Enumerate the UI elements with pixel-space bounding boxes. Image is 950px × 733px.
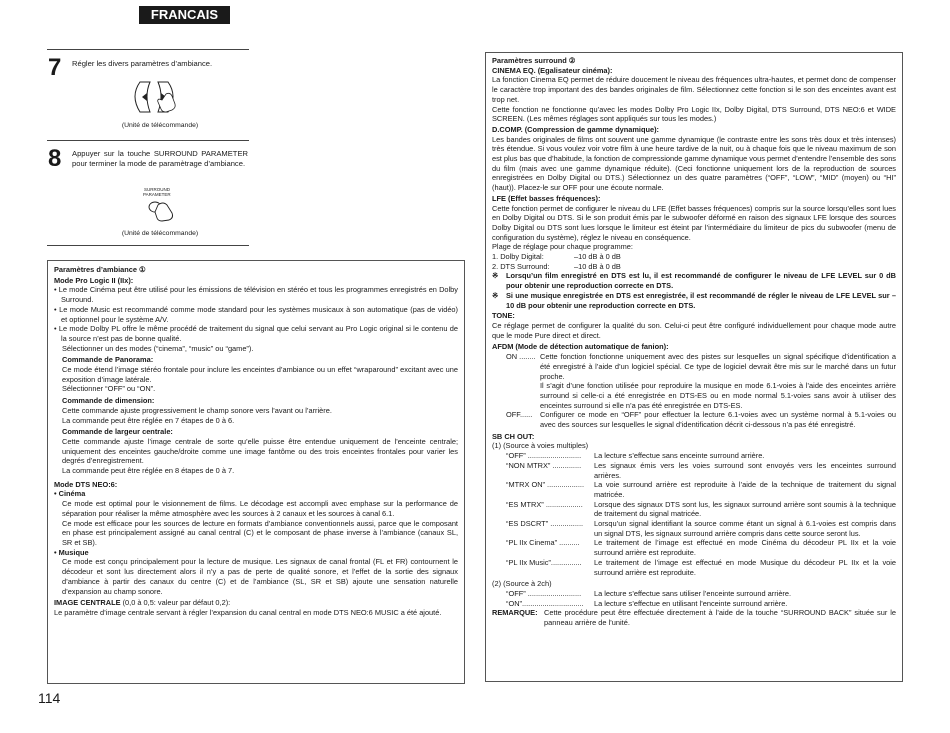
subsection-title: Commande de largeur centrale:: [62, 427, 173, 437]
subsection-title: Mode DTS NEO:6:: [54, 479, 118, 489]
remark-text: Cette procédure peut être effectuée directement à l’aide de la touche “SURROUND BACK” située sur le panneau arrière de l’unité.: [544, 608, 896, 628]
option-row: [492, 451, 896, 461]
option-key: “ON”..............................: [506, 598, 584, 608]
option-key: “ES DSCRT” ................: [506, 519, 584, 529]
option-value: La lecture s’effectue en utilisant l’enceinte surround arrière.: [594, 598, 788, 608]
bullet-item: • Le mode Dolby PL offre le même procédé de traitement du signal que celui servant au Pro Logic original si le contenu de la source n’est pas de bonne qualité.: [54, 324, 458, 343]
option-key: “OFF” ..........................: [506, 588, 582, 598]
remark-row: [492, 608, 896, 627]
option-key: “MTRX ON” ..................: [506, 480, 585, 490]
paragraph: Sélectionner un des modes (“cinema”, “music” ou “game”).: [62, 343, 254, 353]
option-row: [492, 599, 896, 609]
subsection-title: LFE (Effet basses fréquences):: [492, 193, 601, 203]
afdm-row: [492, 410, 896, 429]
paragraph: La commande peut être réglée en 8 étapes de 0 à 7.: [62, 466, 235, 476]
option-value: Le traitement de l’image est effectué en mode Musique du décodeur PL IIx et la voie surround arrière est reproduite.: [594, 557, 896, 577]
option-value: Lorsque des signaux DTS sont lus, les signaux surround arrière sont soumis à la technique de traitement du signal matricée.: [594, 499, 896, 519]
step-number: 7: [48, 54, 62, 81]
option-value: Le traitement de l’image est effectué en mode Cinéma du décodeur PL IIx et la voie surround arrière est reproduite.: [594, 538, 896, 558]
range-label: 1. Dolby Digital:: [492, 252, 544, 262]
subsection-title: AFDM (Mode de détection automatique de fanion):: [492, 342, 669, 352]
option-key: “PL IIx Cinema” ..........: [506, 538, 580, 548]
bullet-item: • Le mode Cinéma peut être utilisé pour les émissions de télévision en stéréo et tous les programmes enregistrés en Dolby Surround.: [54, 285, 458, 305]
subsection-title: D.COMP. (Compression de gamme dynamique):: [492, 124, 660, 134]
subsection-title: Mode Pro Logic II (IIx):: [54, 275, 134, 285]
surround-parameters-box: [485, 52, 903, 682]
option-row: [492, 500, 896, 519]
afdm-key: ON ........: [506, 352, 536, 362]
option-row: [492, 461, 896, 480]
option-key: “NON MTRX” ..............: [506, 460, 582, 470]
range-row: [492, 252, 896, 262]
option-value: La lecture s’effectue sans utiliser l’enceinte surround arrière.: [594, 588, 792, 598]
bullet-item: • Le mode Music est recommandé comme mode standard pour les systèmes musicaux à son automatique (pas de vidéo) et optionnel pour le système A/V.: [54, 304, 458, 324]
paragraph: Ce mode est efficace pour les sources de lecture en formats d’ambiance conventionnels aussi, parce que le composant en phase est principalement assigné au canal central (C) et le composant de phase inverse à l’ambiance (canaux SL, SR et SB).: [62, 518, 458, 547]
option-value: Lorsqu’un signal identifiant la source comme étant un signal à 6.1-voies est compris dans un signal DTS, les signaux surround arrière compris dans cette source seront lus.: [594, 519, 896, 538]
step-text: Régler les divers paramètres d’ambiance.: [72, 59, 213, 68]
option-row: [492, 519, 896, 538]
note-row: [492, 291, 896, 310]
divider: [47, 49, 249, 50]
afdm-row: [492, 352, 896, 381]
option-value: La voie surround arrière est reproduite à l’aide de la technique de traitement du signal matricée.: [594, 480, 896, 499]
paragraph: Ce réglage permet de configurer la qualité du son. Celui-ci peut être configuré individuellement pour chaque mode autre que le mode Pure direct et direct.: [492, 320, 896, 340]
image-caption: (Unité de télécommande): [121, 122, 199, 129]
bullet-heading: • Cinéma: [54, 489, 86, 499]
afdm-row: [492, 381, 896, 410]
paragraph: Cette fonction permet de configurer le niveau du LFE (Effet basses fréquences) compris sur la source lorsqu’elles sont lues en Dolby Digital ou DTS. Si le son produit émis par le subwoofer déformé en raison des signaux LFE lorsque des sources Dolby Digital ou DTS sont lues lorsque le limiteur est éteint par l’intermédiaire du limiteur de pics du subwoofer (menu de configuration du système), réglez le niveau en conséquence.: [492, 203, 896, 242]
option-row: [492, 538, 896, 557]
note-mark: ※: [492, 271, 499, 281]
paragraph: Le paramètre d’image centrale servant à régler l’expansion du canal central en mode DTS NEO:6 MUSIC a été ajouté.: [54, 607, 442, 617]
note-text: Lorsqu’un film enregistré en DTS est lu, il est recommandé de configurer le niveau de LFE LEVEL sur 0 dB pour obtenir une reproduction correcte en DTS.: [506, 271, 896, 291]
paragraph: La fonction Cinema EQ permet de réduire doucement le niveau des fréquences ultra-hautes, et permet donc de compenser le caractère trop important des des bandes originales de film. Sélectionnez cette fonction si le son des enceintes avant est trop net.: [492, 75, 896, 104]
divider: [47, 245, 249, 246]
step-number: 8: [48, 145, 62, 172]
paragraph: (1) (Source à voies multiples): [492, 441, 589, 451]
subsection-title: TONE:: [492, 311, 515, 321]
section-title: Paramètres d’ambiance ①: [54, 265, 146, 274]
paragraph: Sélectionner “OFF” ou “ON”.: [62, 384, 156, 394]
remote-cursor-keys: [122, 76, 186, 118]
option-row: [492, 558, 896, 577]
subsection-title: SB CH OUT:: [492, 431, 535, 441]
option-row: [492, 589, 896, 599]
afdm-key: OFF......: [506, 410, 533, 420]
paragraph: Cette commande ajuste progressivement le champ sonore vers l’avant ou l’arrière.: [62, 405, 332, 415]
paragraph: (2) (Source à 2ch): [492, 579, 552, 589]
subsection-title: [54, 598, 458, 608]
range-value: –10 dB à 0 dB: [574, 252, 621, 262]
remote-left-right-icon: [122, 76, 186, 118]
section-title: Paramètres surround ②: [492, 56, 576, 65]
note-row: [492, 271, 896, 290]
option-value: La lecture s’effectue sans enceinte surround arrière.: [594, 451, 765, 461]
range-label: 2. DTS Surround:: [492, 261, 550, 271]
option-row: [492, 480, 896, 499]
afdm-value: Cette fonction fonctionne uniquement avec des pistes sur lesquelles un signal spécifique d’identification a été enregistré à l’aide d’un logiciel spécial. Ce type de logiciel devrait être mis sur le marché dans un futur proche.: [540, 352, 896, 381]
paragraph: Les bandes originales de films ont souvent une gamme dynamique (le contraste entre les sons très doux et très intenses) très étendue. Si vous voulez voir votre film à une heure tardive de la nuit, ou à chaque fois que le niveau maximum de son est plus bas que d’habitude, la fonction de compressionde gamme dynamique vous permet d’entendre l’ensemble des sons du film (mais avec une gamme dynamique réduite). (Ceci fonctionne uniquement lors de la reproduction de sources enregistrées en Dolby Digital ou DTS.) Sélectionnez un des quatre paramètres (“OFF”, “LOW”, “MID” (moyen) ou “HI” (haut)). Placez-le sur OFF pour une écoute normale.: [492, 134, 896, 193]
surround-parameter-button-illustration: [140, 183, 184, 223]
page-number: 114: [38, 690, 61, 706]
option-key: “PL IIx Music”...............: [506, 557, 582, 567]
image-centrale-range: (0,0 à 0,5: valeur par défaut 0,2):: [120, 598, 231, 608]
option-value: Les signaux émis vers les voies surround sont envoyés vers les enceintes surround arrières.: [594, 460, 896, 480]
range-row: [492, 262, 896, 272]
option-key: “OFF” ..........................: [506, 451, 582, 461]
bullet-heading: • Musique: [54, 547, 89, 557]
svg-text:SURROUND: SURROUND: [144, 187, 171, 192]
remote-button-press-icon: [140, 183, 184, 223]
image-caption: (Unité de télécommande): [121, 230, 199, 237]
note-text: Si une musique enregistrée en DTS est enregistrée, il est recommandé de régler le niveau de LFE LEVEL sur –10 dB pour obtenir une reproduction correcte en DTS.: [506, 290, 896, 310]
subsection-title: Commande de Panorama:: [62, 355, 154, 365]
subsection-title: Commande de dimension:: [62, 396, 155, 406]
range-value: –10 dB à 0 dB: [574, 261, 621, 271]
paragraph: Cette commande ajuste l’image centrale de sorte qu’elle puisse être entendue uniquement de l’enceinte centrale; uniquement des enceintes gauche/droite comme une image fantôme ou des trois enceintes frontales pour varier les degrés d’enregistrement.: [62, 436, 458, 466]
language-tab: FRANCAIS: [139, 6, 230, 24]
paragraph: Plage de réglage pour chaque programme:: [492, 242, 633, 252]
subsection-title: CINEMA EQ. (Egalisateur cinéma):: [492, 65, 613, 75]
afdm-value: Il s’agit d’une fonction utilisée pour reproduire la musique en mode 6.1-voies à l’aide des enceintes arrière surround si celle-ci a été enregistrée en DTS-ES ou en mode normal 5.1-voies sans avoir à utiliser des enceintes surround si elle n’a pas été enregistrée en DTS-ES.: [540, 381, 896, 410]
paragraph: La commande peut être réglée en 7 étapes de 0 à 6.: [62, 415, 235, 425]
paragraph: Ce mode étend l’image stéréo frontale pour inclure les enceintes d’ambiance ou un effet “wraparound” excitant avec une exposition d’image latérale.: [62, 365, 458, 384]
afdm-value: Configurer ce mode en “OFF” pour effectuer la lecture 6.1-voies avec un système normal à 5.1-voies ou avec des sources sur lesquelles le signal d’identification décrit ci-dessous n’a pas été enregistré.: [540, 410, 896, 430]
step-text: Appuyer sur la touche SURROUND PARAMETER pour terminer la mode de paramètrage d’ambiance.: [72, 149, 248, 168]
paragraph: Ce mode est optimal pour le visionnement de films. Le décodage est accompli avec emphase sur la performance de séparation pour réaliser la même atmosphère avec les sources à 2 canaux et les sources à canal 6.1.: [62, 499, 458, 518]
remark-title: REMARQUE:: [492, 608, 538, 618]
paragraph: Ce mode est conçu principalement pour la lecture de musique. Les signaux de canal frontal (FL et FR) contournent le décodeur et sont lus directement alors il n’y a pas de perte de qualité sonore, et l’effet de la sortie des signaux d’ambiance à partir des canaux du centre (C) et de l’ambiance (SL, SR et SB) ajoute une sensation naturelle d’expansion au champ sonore.: [62, 557, 458, 596]
paragraph: Cette fonction ne fonctionne qu’avec les modes Dolby Pro Logic IIx, Dolby Digital, DTS Surround, DTS NEO:6 et WIDE SCREEN. (Les mêmes réglages sont appliqués sur tous les modes.): [492, 104, 896, 124]
ambiance-parameters-box: [47, 260, 465, 684]
svg-text:PARAMETER: PARAMETER: [143, 192, 171, 197]
option-key: “ES MTRX” ..................: [506, 499, 583, 509]
divider: [47, 140, 249, 141]
note-mark: ※: [492, 290, 499, 300]
image-centrale-label: IMAGE CENTRALE: [54, 598, 121, 608]
